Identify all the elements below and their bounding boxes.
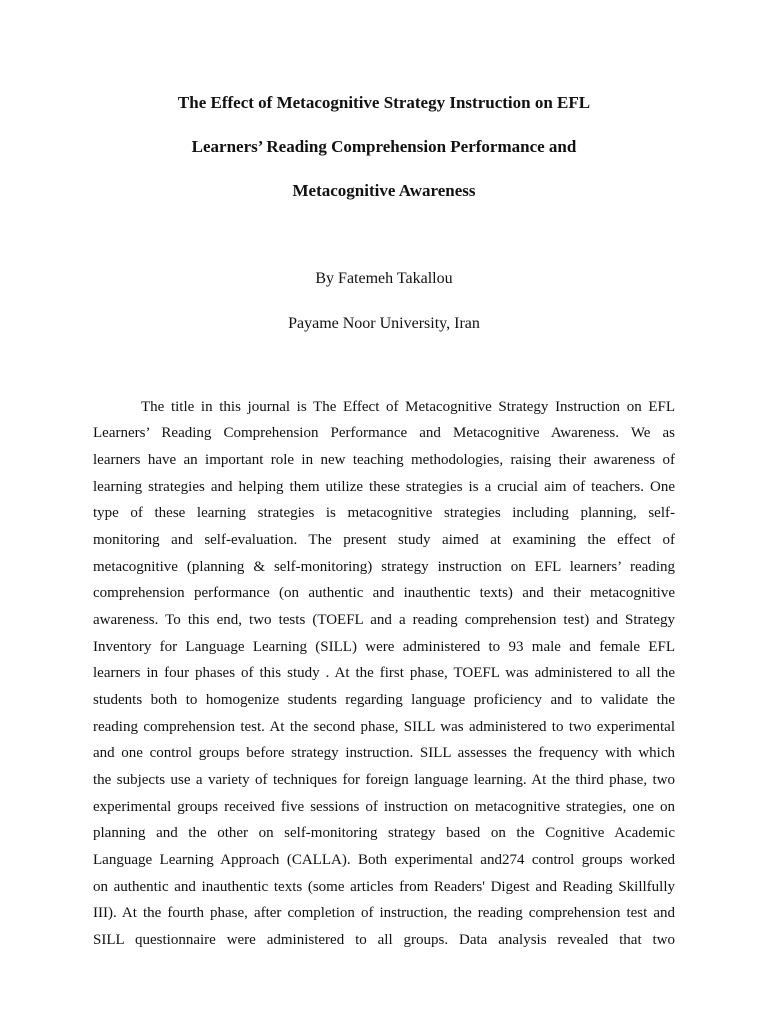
body-line: learners in four phases of this study . At the first phase, TOEFL was administered to all the (93, 665, 675, 681)
body-line: type of these learning strategies is metacognitive strategies including planning, self- (93, 505, 675, 521)
body-line: students both to homogenize students regarding language proficiency and to validate the (93, 692, 675, 708)
body-line: on authentic and inauthentic texts (some articles from Readers' Digest and Reading Skillfully (93, 879, 675, 895)
body-line: monitoring and self-evaluation. The present study aimed at examining the effect of (93, 532, 675, 548)
title-line-1: The Effect of Metacognitive Strategy Instruction on EFL (177, 93, 591, 112)
title-line-3: Metacognitive Awareness (292, 181, 476, 200)
title-line-2: Learners’ Reading Comprehension Performance and (191, 137, 577, 156)
body-line: awareness. To this end, two tests (TOEFL and a reading comprehension test) and Strategy (93, 612, 675, 628)
body-line: The title in this journal is The Effect of Metacognitive Strategy Instruction on EFL (141, 399, 675, 415)
body-line: learners have an important role in new teaching methodologies, raising their awareness of (93, 452, 675, 468)
author-line: By Fatemeh Takallou (315, 270, 453, 287)
body-line: SILL questionnaire were administered to all groups. Data analysis revealed that two (93, 932, 675, 948)
body-line: planning and the other on self-monitoring strategy based on the Cognitive Academic (93, 825, 675, 841)
body-line: comprehension performance (on authentic and inauthentic texts) and their metacognitive (93, 585, 675, 601)
affiliation-line: Payame Noor University, Iran (288, 315, 480, 332)
body-line: Learners’ Reading Comprehension Performance and Metacognitive Awareness. We as (93, 425, 675, 441)
body-line: Inventory for Language Learning (SILL) were administered to 93 male and female EFL (93, 639, 675, 655)
body-line: learning strategies and helping them utilize these strategies is a crucial aim of teachers. One (93, 479, 675, 495)
body-line: III). At the fourth phase, after completion of instruction, the reading comprehension test and (93, 905, 675, 921)
body-line: metacognitive (planning & self-monitoring) strategy instruction on EFL learners’ reading (93, 559, 675, 575)
body-line: reading comprehension test. At the second phase, SILL was administered to two experimental (93, 719, 675, 735)
body-line: and one control groups before strategy instruction. SILL assesses the frequency with which (93, 745, 675, 761)
body-line: the subjects use a variety of techniques for foreign language learning. At the third phase, two (93, 772, 675, 788)
body-line: Language Learning Approach (CALLA). Both experimental and274 control groups worked (93, 852, 675, 868)
body-line: experimental groups received five sessions of instruction on metacognitive strategies, one on (93, 799, 675, 815)
